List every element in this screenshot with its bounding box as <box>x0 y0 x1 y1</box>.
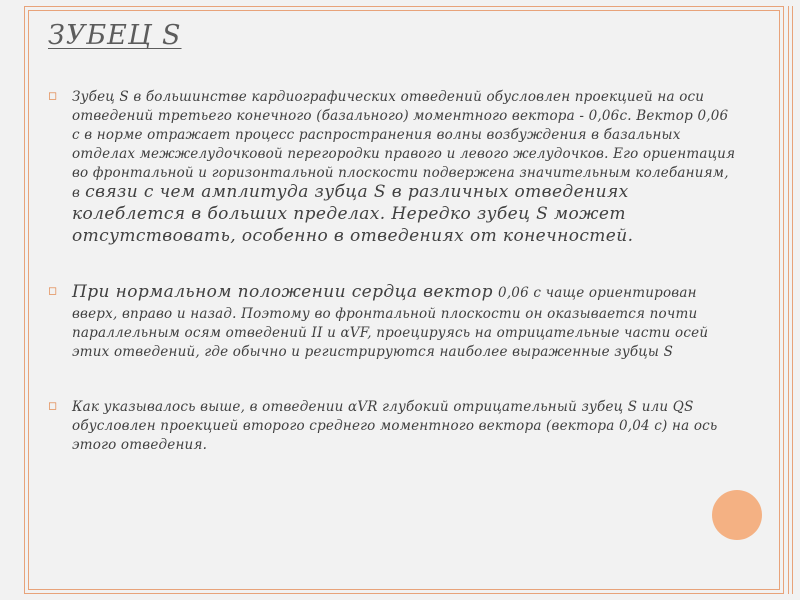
bullet-item <box>48 281 738 360</box>
bullet-text: 0,06 с чаще ориентирован вверх, вправо и назад. Поэтому во фронтальной плоскости он оказывается почти параллельным осям отведений II и αVF, проецируясь на отрицательные части осей этих отведений, где обычно и регистрируются наиболее выраженные зубцы S <box>72 285 709 360</box>
right-rule <box>788 6 789 594</box>
bullet-icon: ◻ <box>48 284 58 297</box>
bullet-icon: ◻ <box>48 89 58 102</box>
bullet-icon: ◻ <box>48 399 58 412</box>
bullet-text-emphasis: связи с чем амплитуда зубца S в различных отведениях колеблется в больших пределах. Нередко зубец S может отсутствовать, особенно в отведениях от конечностей. <box>72 182 634 246</box>
decorative-circle <box>712 490 762 540</box>
bullet-text-emphasis: При нормальном положении сердца вектор <box>72 282 493 302</box>
bullet-text: Как указывалось выше, в отведении αVR глубокий отрицательный зубец S или QS обусловлен проекцией второго среднего моментного вектора (вектора 0,04 с) на ось этого отведения. <box>72 399 718 453</box>
bullet-item <box>48 396 738 453</box>
bullet-text: Зубец S в большинстве кардиографических отведений обусловлен проекцией на оси отведений третьего конечного (базального) моментного вектора - 0,06с. Вектор 0,06 с в норме отражает процесс распространения волны возбуждения в базальных отделах межжелудочковой перегородки правого и левого желудочков. Его ориентация во фронтальной и горизонтальной плоскости подвержена значительным колебаниям, в <box>72 89 736 201</box>
slide-title: ЗУБЕЦ S <box>48 20 182 51</box>
slide-content <box>48 86 738 453</box>
right-rule <box>792 6 793 594</box>
bullet-item <box>48 86 738 247</box>
